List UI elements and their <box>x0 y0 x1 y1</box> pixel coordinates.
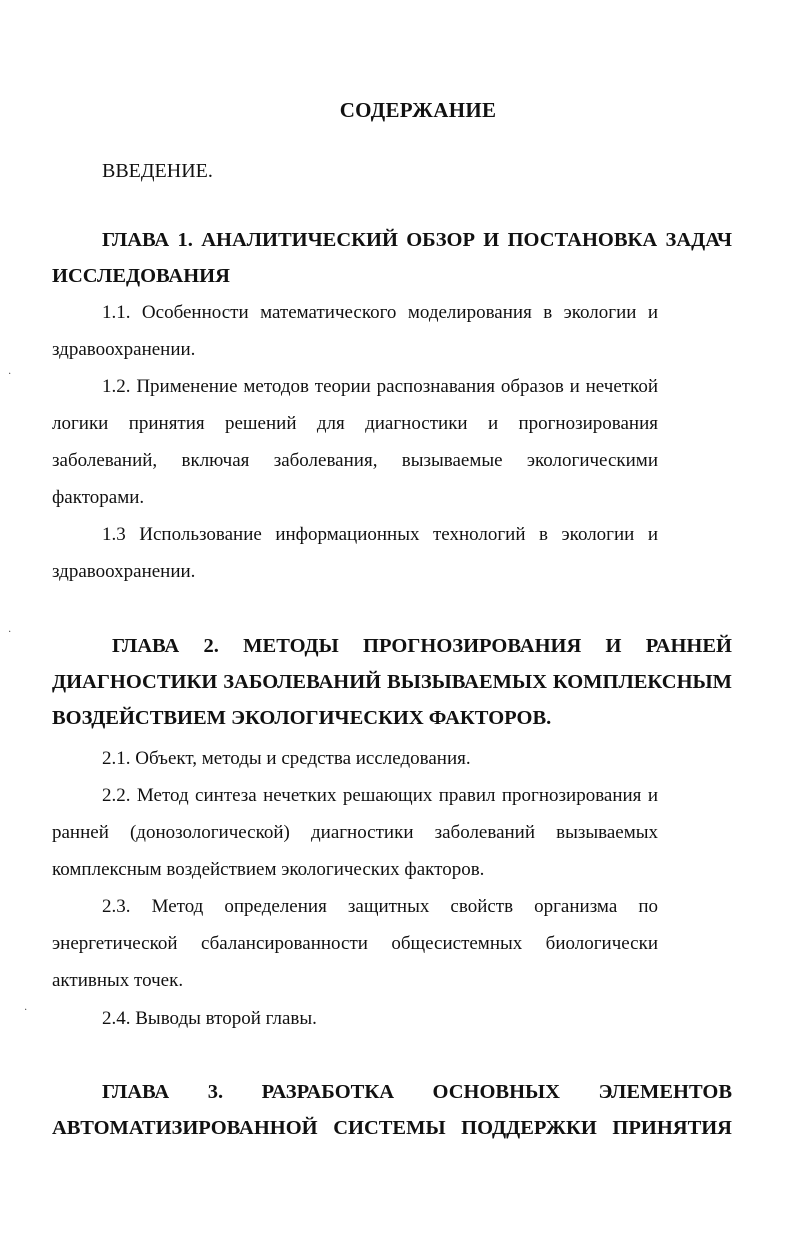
toc-item-2-2: 2.2. Метод синтеза нечетких решающих правил прогнозирования и ранней (донозологической) диагностики заболеваний вызываемых комплексным воздействием экологических факторов. <box>52 785 658 880</box>
toc-introduction: ВВЕДЕНИЕ. <box>102 160 213 182</box>
toc-item-2-3: 2.3. Метод определения защитных свойств организма по энергетической сбалансированности общесистемных биологически активных точек. <box>52 896 658 991</box>
toc-item-1-3: 1.3 Использование информационных технологий в экологии и здравоохранении. <box>52 524 658 582</box>
chapter-1-heading-line-1: ГЛАВА 1. АНАЛИТИЧЕСКИЙ ОБЗОР И ПОСТАНОВКА ЗАДАЧ <box>102 229 732 251</box>
chapter-2-heading-line-1: ГЛАВА 2. МЕТОДЫ ПРОГНОЗИРОВАНИЯ И РАННЕЙ <box>112 635 732 657</box>
chapter-3-heading-line-2: АВТОМАТИЗИРОВАННОЙ СИСТЕМЫ ПОДДЕРЖКИ ПРИНЯТИЯ <box>52 1117 732 1139</box>
chapter-2-heading-line-2: ДИАГНОСТИКИ ЗАБОЛЕВАНИЙ ВЫЗЫВАЕМЫХ КОМПЛЕКСНЫМ <box>52 671 732 693</box>
chapter-3-heading <box>52 1074 732 1146</box>
scan-speck: ․ <box>8 366 12 377</box>
toc-item-1-2: 1.2. Применение методов теории распознавания образов и нечеткой логики принятия решений для диагностики и прогнозирования заболеваний, включая заболевания, вызываемые экологическими факторами. <box>52 376 658 508</box>
toc-item-1-1: 1.1. Особенности математического моделирования в экологии и здравоохранении. <box>52 302 658 360</box>
chapter-1-heading <box>52 222 732 294</box>
chapter-2-heading-line-3: ВОЗДЕЙСТВИЕМ ЭКОЛОГИЧЕСКИХ ФАКТОРОВ. <box>52 707 552 729</box>
page-title: СОДЕРЖАНИЕ <box>339 98 497 122</box>
toc-item-2-4: 2.4. Выводы второй главы. <box>102 1008 317 1029</box>
chapter-2-heading <box>52 628 732 736</box>
toc-item-2-1: 2.1. Объект, методы и средства исследования. <box>102 748 471 769</box>
chapter-3-heading-line-1: ГЛАВА 3. РАЗРАБОТКА ОСНОВНЫХ ЭЛЕМЕНТОВ <box>102 1081 732 1103</box>
scan-speck: ․ <box>24 1002 28 1013</box>
scan-speck: ․ <box>8 624 12 635</box>
chapter-1-heading-line-2: ИССЛЕДОВАНИЯ <box>52 265 230 287</box>
